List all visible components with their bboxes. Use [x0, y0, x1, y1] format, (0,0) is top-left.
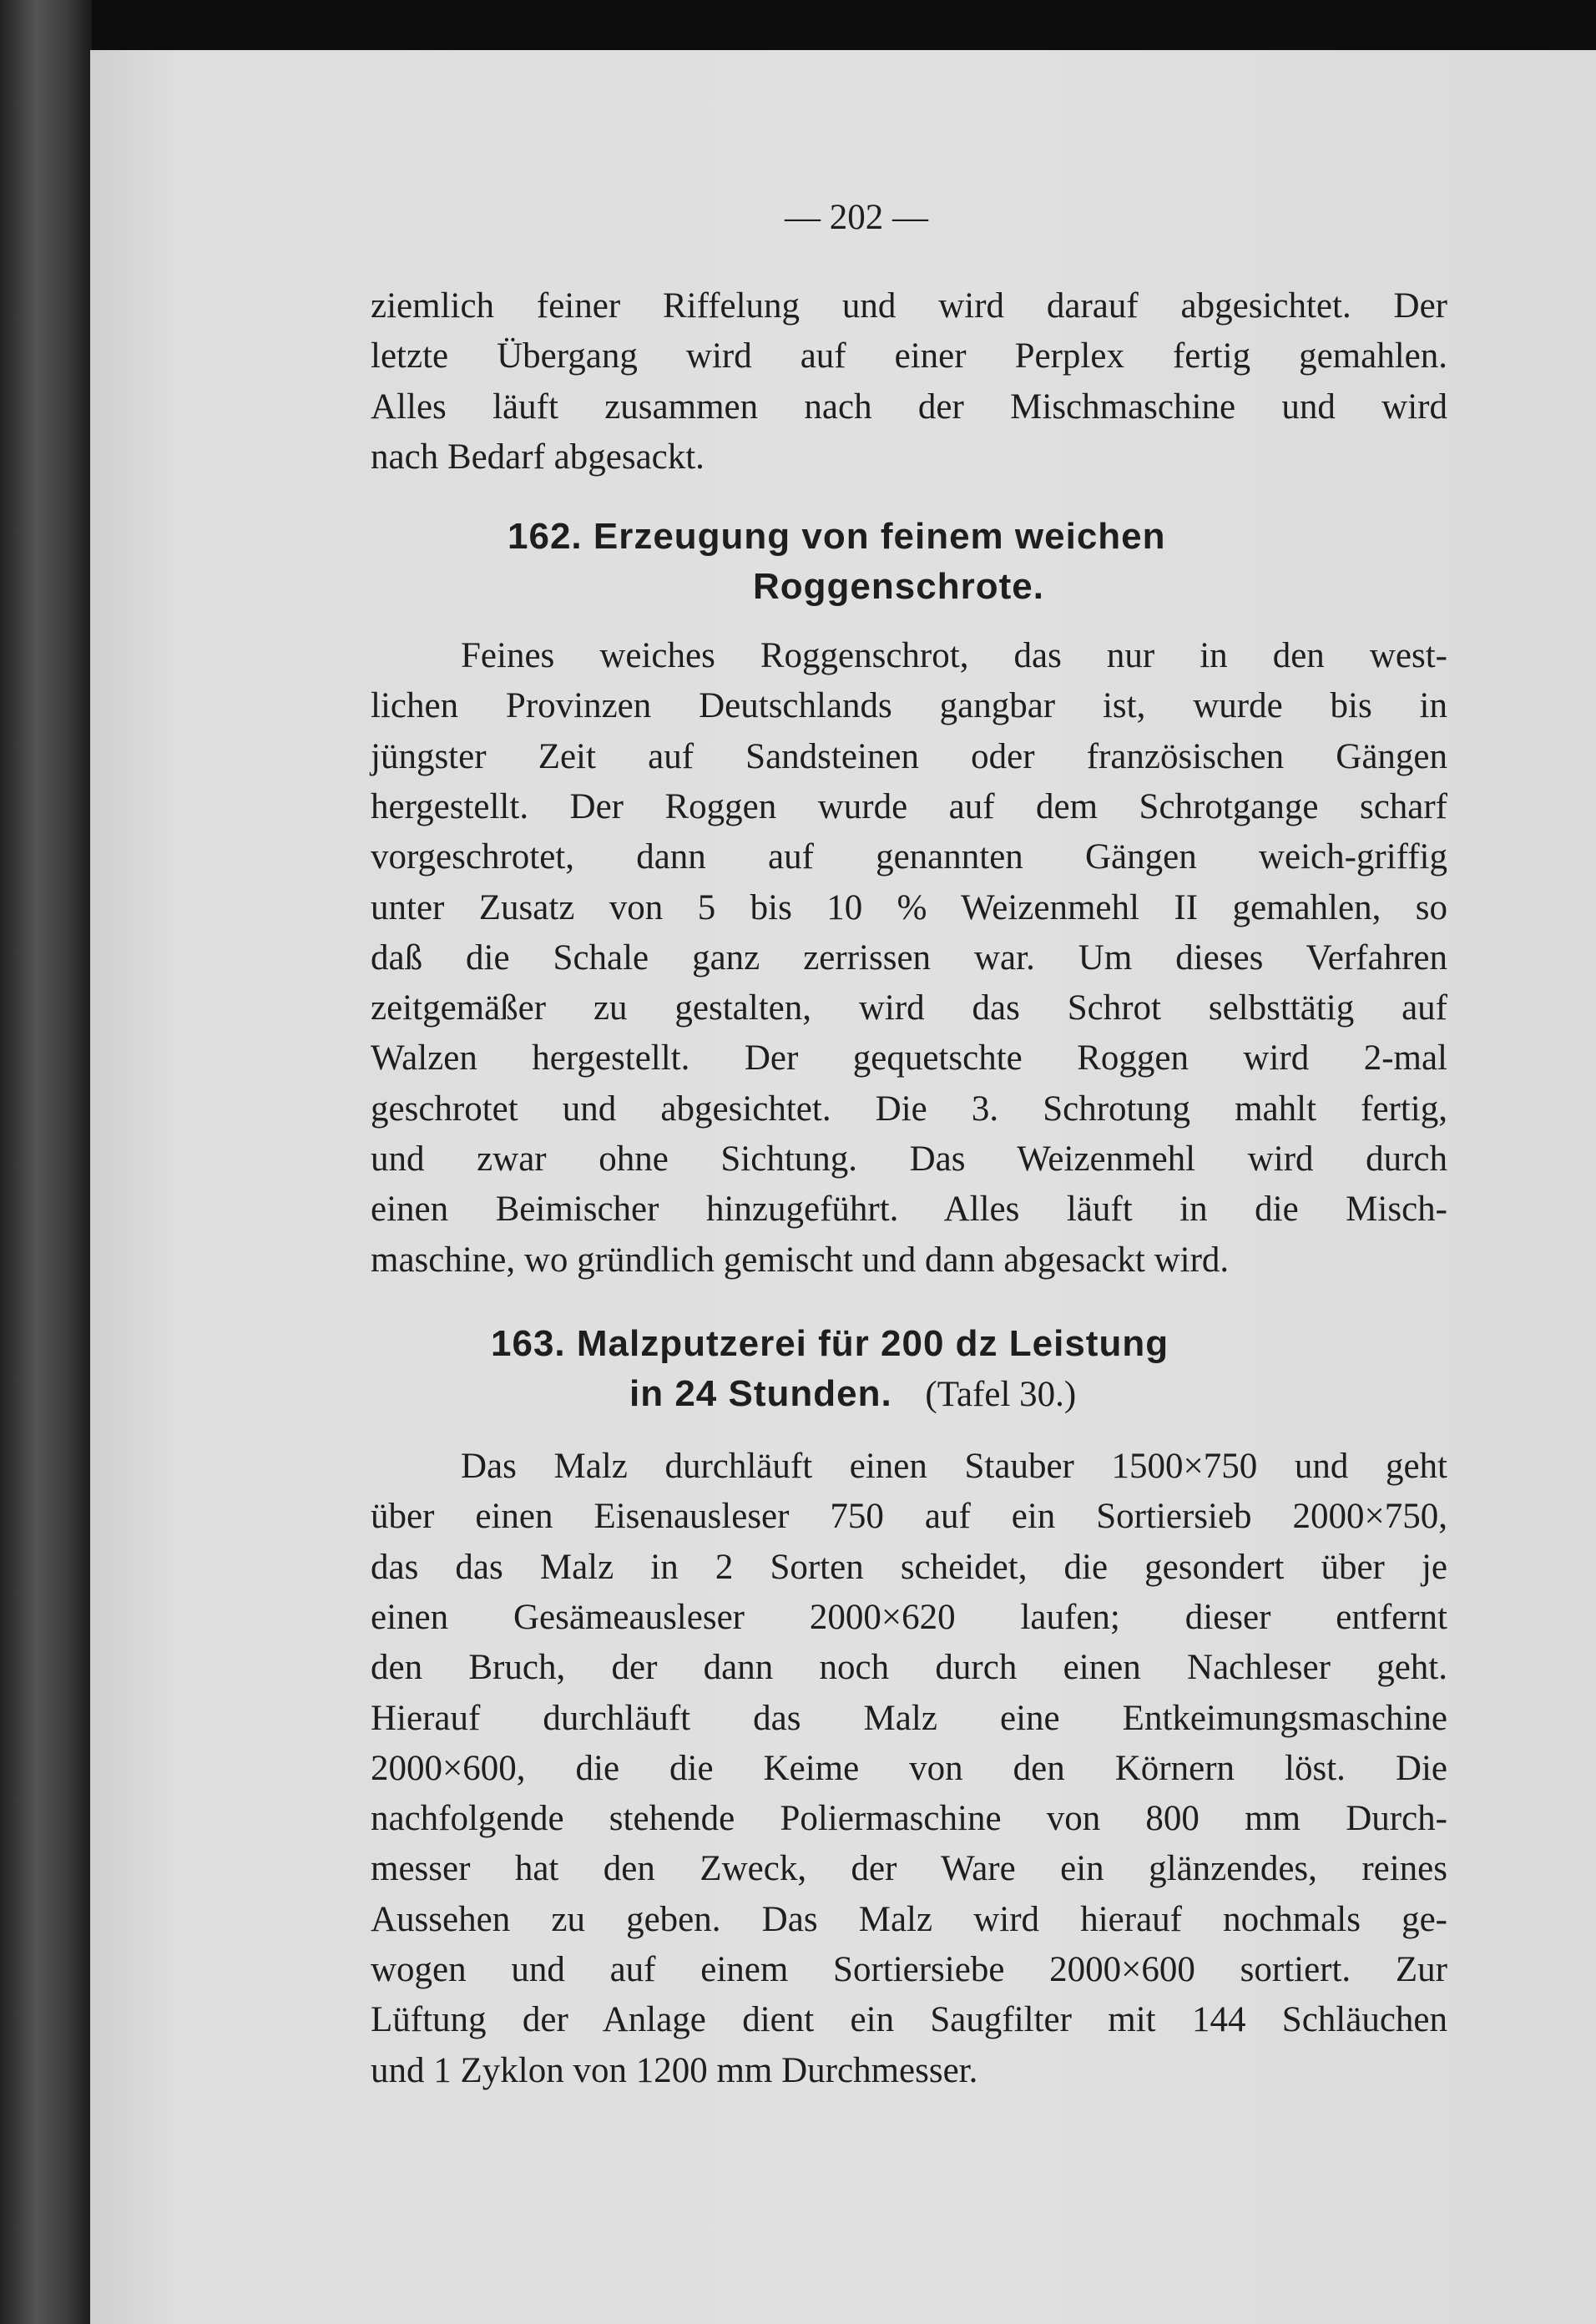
text-line: 2000×600, die die Keime von den Körnern löst. Die	[371, 1748, 1447, 1788]
plate-reference: (Tafel 30.)	[925, 1375, 1077, 1414]
text-line: lichen Provinzen Deutschlands gangbar ist, wurde bis in	[371, 686, 1447, 726]
text-line: nachfolgende stehende Poliermaschine von 800 mm Durch-	[371, 1799, 1447, 1839]
section-heading-163-line1: 163. Malzputzerei für 200 dz Leistung	[491, 1323, 1169, 1364]
heading-163-text: in 24 Stunden.	[629, 1373, 892, 1414]
text-line: letzte Übergang wird auf einer Perplex fertig gemahlen.	[371, 336, 1447, 376]
text-line: vorgeschrotet, dann auf genannten Gängen weich-griffig	[371, 837, 1447, 877]
text-line: Aussehen zu geben. Das Malz wird hierauf nochmals ge-	[371, 1899, 1447, 1939]
text-line: Das Malz durchläuft einen Stauber 1500×750 und geht	[461, 1447, 1447, 1486]
text-line: Hierauf durchläuft das Malz eine Entkeimungsmaschine	[371, 1698, 1447, 1738]
text-line: geschrotet und abgesichtet. Die 3. Schrotung mahlt fertig,	[371, 1089, 1447, 1129]
text-line: Feines weiches Roggenschrot, das nur in den west-	[461, 636, 1447, 675]
text-line: einen Gesämeausleser 2000×620 laufen; dieser entfernt	[371, 1597, 1447, 1637]
text-line: unter Zusatz von 5 bis 10 % Weizenmehl II gemahlen, so	[371, 887, 1447, 927]
section-heading-162-line2: Roggenschrote.	[753, 566, 1044, 607]
text-line: maschine, wo gründlich gemischt und dann abgesackt wird.	[371, 1240, 1230, 1280]
text-line: messer hat den Zweck, der Ware ein glänzendes, reines	[371, 1849, 1447, 1889]
text-line: Walzen hergestellt. Der gequetschte Roggen wird 2-mal	[371, 1038, 1447, 1079]
section-heading-162-line1: 162. Erzeugung von feinem weichen	[508, 516, 1166, 557]
text-line: hergestellt. Der Roggen wurde auf dem Schrotgange scharf	[371, 786, 1447, 826]
text-line: das das Malz in 2 Sorten scheidet, die gesondert über je	[371, 1547, 1447, 1587]
text-line: über einen Eisenausleser 750 auf ein Sortiersieb 2000×750,	[371, 1497, 1447, 1537]
section-heading-163-line2	[629, 1369, 1076, 1420]
page-number: — 202 —	[785, 198, 928, 237]
text-line: nach Bedarf abgesackt.	[371, 437, 705, 477]
text-line: den Bruch, der dann noch durch einen Nachleser geht.	[371, 1648, 1447, 1688]
text-line: Alles läuft zusammen nach der Mischmaschine und wird	[371, 386, 1447, 427]
book-spine-edge	[0, 0, 92, 2324]
text-line: zeitgemäßer zu gestalten, wird das Schrot selbsttätig auf	[371, 988, 1447, 1028]
text-line: und 1 Zyklon von 1200 mm Durchmesser.	[371, 2050, 978, 2090]
text-line: jüngster Zeit auf Sandsteinen oder französischen Gängen	[371, 736, 1447, 776]
text-line: Lüftung der Anlage dient ein Saugfilter mit 144 Schläuchen	[371, 2000, 1447, 2040]
text-line: einen Beimischer hinzugeführt. Alles läuft in die Misch-	[371, 1190, 1447, 1230]
text-line: daß die Schale ganz zerrissen war. Um dieses Verfahren	[371, 937, 1447, 978]
text-line: wogen und auf einem Sortiersiebe 2000×600 sortiert. Zur	[371, 1950, 1447, 1989]
text-line: und zwar ohne Sichtung. Das Weizenmehl wird durch	[371, 1139, 1447, 1179]
text-line: ziemlich feiner Riffelung und wird darauf abgesichtet. Der	[371, 286, 1447, 326]
